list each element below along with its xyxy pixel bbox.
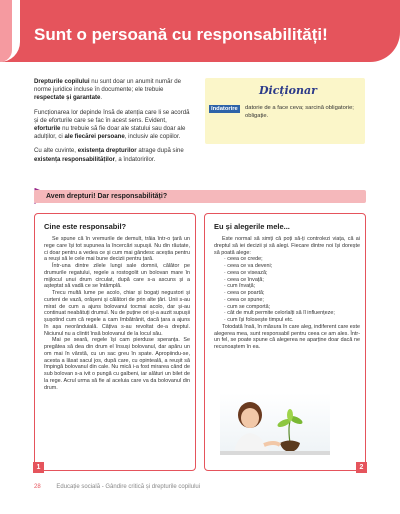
list-item: · ceea ce învață; <box>224 277 360 284</box>
intro-paragraph-2: Funcționarea lor depinde însă de atenția care li se acordă și de eforturile care se fac în acest sens. Evident, eforturile nu trebuie să fie doar ale statului sau doar ale adulților, ci ale fiecărei persoane, inclusiv ale copiilor. <box>34 108 190 141</box>
dictionary-term: îndatorire <box>211 106 238 112</box>
list-item: · ceea ce poartă; <box>224 290 360 297</box>
list-item: · ceea ce va deveni; <box>224 263 360 270</box>
choices-paragraph: Este normal să simți că poți să-ți controlezi viața, că ai dreptul să iei decizii și să alegi. Fiecare dintre noi își dorește să poată alege: <box>214 236 360 256</box>
story-paragraph: Într-una dintre zilele lungi sale domnii, călător pe drumurile regatului, regele a rostogolit un bolovan mare în mijlocul unui drum circulat, după care s-a ascuns și a așteptat să vadă ce se întâmplă. <box>44 263 190 290</box>
section-heading-band <box>34 190 366 203</box>
page-title: Sunt o persoană cu responsabilități! <box>34 25 328 44</box>
page-number: 28 <box>34 484 41 490</box>
story-card <box>34 213 196 471</box>
list-item: · cum se comportă; <box>224 304 360 311</box>
choices-body <box>214 236 360 351</box>
story-paragraph: Se spune că în vremurile de demult, trăia într-o țară un rege care își tot supunea la încercări supușii. Nu din răutate, ci doar pentru a vedea ce și cum mai gândesc aceștia pentru a reuși să le cele mai bune decizii pentru țară. <box>44 236 190 263</box>
list-item: · cât de mult permite celorlalți să îl influențeze; <box>224 310 360 317</box>
title-banner <box>0 0 400 62</box>
footer-text: Educație socială - Gândire critică și drepturile copilului <box>56 484 201 490</box>
dictionary-title: Dicționar <box>259 84 317 97</box>
card-number-2: 2 <box>356 462 367 473</box>
dictionary-definition: datorie de a face ceva; sarcină obligatorie; obligație. <box>245 105 354 119</box>
section-heading: Avem drepturi! Dar responsabilități? <box>46 192 168 200</box>
banner-decoration-accent <box>0 0 12 62</box>
intro-paragraph-3: Cu alte cuvinte, existența drepturilor atrage după sine existența responsabilităților, a îndatoririlor. <box>34 147 184 163</box>
story-paragraph: Mai pe seară, regele își cam pierduse speranța. Se pregătea să dea din drum el însuși bolovanul, dar apăru un om mai în vârstă, cu un sac greu în spate. Apropiindu-se, acesta a lăsat sacul jos, după care, cu opinteală, a reușit să împingă bolovanul din cale. Nu mică i-a fost mirarea când de sub bolovan s-a ivit o pungă cu galbeni, iar alături un bilet de la rege. Acrul urma să fie al aceluia care va da bolovanul din drum. <box>44 337 190 391</box>
choices-title: Eu și alegerile mele... <box>214 222 290 231</box>
dictionary-box <box>205 78 365 144</box>
list-item: · ceea ce crede; <box>224 256 360 263</box>
choices-list <box>214 256 360 324</box>
story-title: Cine este responsabil? <box>44 222 127 231</box>
page-footer <box>34 484 200 490</box>
choices-paragraph: Totodată însă, în măsura în care aleg, indiferent care este alegerea mea, sunt responsabil pentru ceea ce am ales. Într-un fel, se poate spune că alegerea ne aparține doar dacă ne recunoaștem în ea. <box>214 323 360 350</box>
story-body <box>44 236 190 391</box>
list-item: · ceea ce spune; <box>224 297 360 304</box>
list-item: · cum își folosește timpul etc. <box>224 317 360 324</box>
intro-text <box>34 78 194 170</box>
card-number-1: 1 <box>33 462 44 473</box>
list-item: · ceea ce visează; <box>224 270 360 277</box>
intro-paragraph-1: Drepturile copilului nu sunt doar un anumit număr de norme juridice incluse în documente; ele trebuie respectate și garantate. <box>34 78 181 102</box>
story-paragraph: Trecu multă lume pe acolo, chiar și bogați negustori și curteni de vază, orășeni și călători de prin alte țări. Unii s-au mirat de cum a ajuns bolovanul tocmai acolo, dar și-au continuat neabătuți drumul. Nu de puține ori și-a auzit supușii șușotind cum că regele a cam îmbătrânit, dacă țara a ajuns în așa neorânduială. Câțiva s-au revoltat de-a dreptul. Niciunul nu a clintit însă bolovanul de la locul său. <box>44 290 190 337</box>
list-item: · cum învață; <box>224 283 360 290</box>
girl-with-plant-photo <box>220 393 330 455</box>
